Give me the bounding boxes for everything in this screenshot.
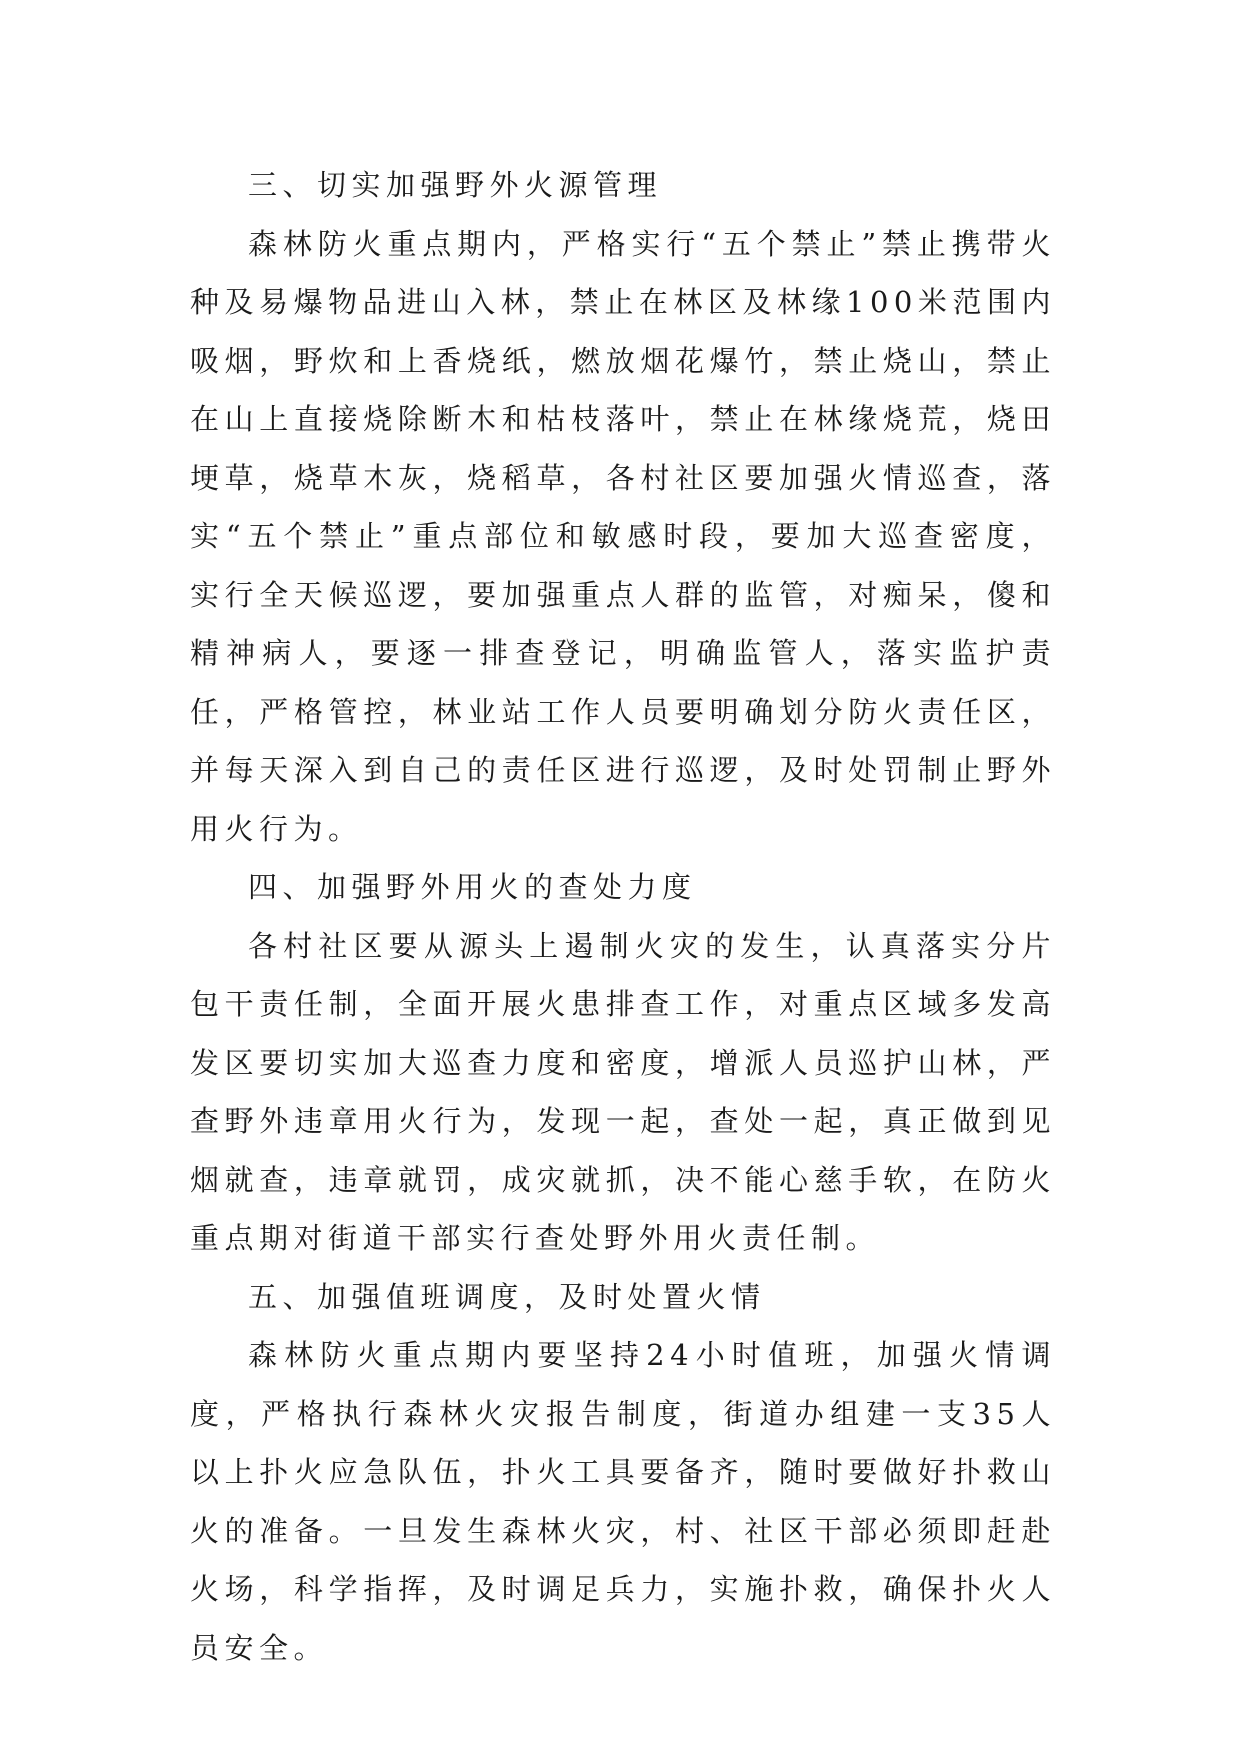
section-body-3: 森林防火重点期内，严格实行“五个禁止”禁止携带火种及易爆物品进山入林，禁止在林区及林缘100米范围内吸烟，野炊和上香烧纸，燃放烟花爆竹，禁止烧山，禁止在山上直接烧除断木和枯枝落叶，禁止在林缘烧荒，烧田埂草，烧草木灰，烧稻草，各村社区要加强火情巡查，落实“五个禁止”重点部位和敏感时段，要加大巡查密度，实行全天候巡逻，要加强重点人群的监管，对痴呆，傻和精神病人，要逐一排查登记，明确监管人，落实监护责任，严格管控，林业站工作人员要明确划分防火责任区，并每天深入到自己的责任区进行巡逻，及时处罚制止野外用火行为。 [190, 226, 1056, 846]
section-heading-4: 四、加强野外用火的查处力度 [248, 870, 697, 904]
section-heading-3: 三、切实加强野外火源管理 [248, 168, 663, 202]
section-body-5: 森林防火重点期内要坚持24小时值班，加强火情调度，严格执行森林火灾报告制度，街道办组建一支35人以上扑火应急队伍，扑火工具要备齐，随时要做好扑救山火的准备。一旦发生森林火灾，村、社区干部必须即赶赴火场，科学指挥，及时调足兵力，实施扑救，确保扑火人员安全。 [190, 1338, 1056, 1665]
document-body [190, 156, 1056, 1677]
section-heading-5: 五、加强值班调度，及时处置火情 [248, 1279, 766, 1314]
section-body-4: 各村社区要从源头上遏制火灾的发生，认真落实分片包干责任制，全面开展火患排查工作，对重点区域多发高发区要切实加大巡查力度和密度，增派人员巡护山林，严查野外违章用火行为，发现一起，查处一起，真正做到见烟就查，违章就罚，成灾就抓，决不能心慈手软，在防火重点期对街道干部实行查处野外用火责任制。 [190, 928, 1056, 1255]
